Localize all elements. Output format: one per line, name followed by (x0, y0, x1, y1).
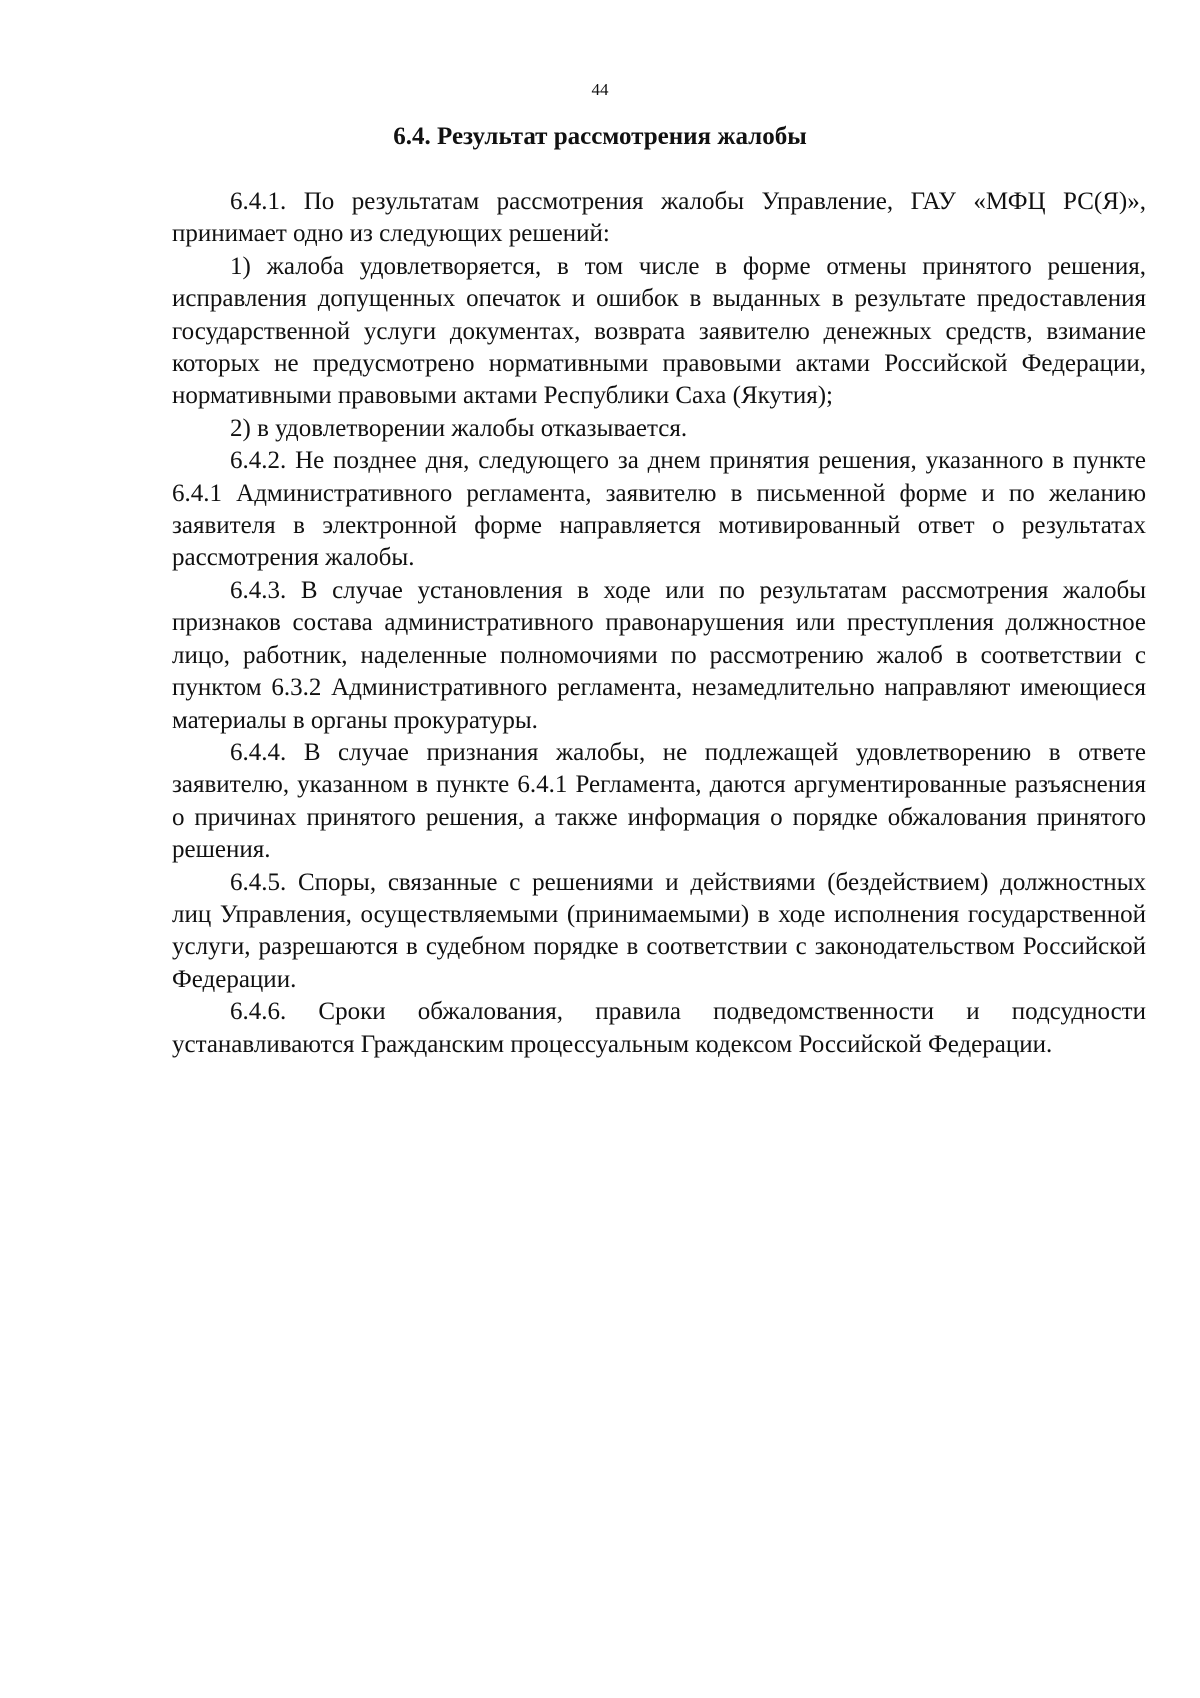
document-body (172, 186, 1146, 1061)
paragraph-6-4-1-item-1: 1) жалоба удовлетворяется, в том числе в форме отмены принятого решения, исправления допущенных опечаток и ошибок в выданных в результате предоставления государственной услуги документах, возврата заявителю денежных средств, взимание которых не предусмотрено нормативными правовыми актами Российской Федерации, нормативными правовыми актами Республики Саха (Якутия); (172, 252, 1146, 410)
paragraph-6-4-1: 6.4.1. По результатам рассмотрения жалобы Управление, ГАУ «МФЦ РС(Я)», принимает одно из следующих решений: (172, 188, 1146, 248)
paragraph-6-4-3: 6.4.3. В случае установления в ходе или по результатам рассмотрения жалобы признаков состава административного правонарушения или преступления должностное лицо, работник, наделенные полномочиями по рассмотрению жалоб в соответствии с пунктом 6.3.2 Административного регламента, незамедлительно направляют имеющиеся материалы в органы прокуратуры. (172, 576, 1146, 734)
paragraph-6-4-4: 6.4.4. В случае признания жалобы, не подлежащей удовлетворению в ответе заявителю, указанном в пункте 6.4.1 Регламента, даются аргументированные разъяснения о причинах принятого решения, а также информация о порядке обжалования принятого решения. (172, 738, 1146, 864)
section-title: 6.4. Результат рассмотрения жалобы (393, 123, 807, 150)
paragraph-6-4-1-item-2: 2) в удовлетворении жалобы отказывается. (230, 414, 688, 442)
paragraph-6-4-2: 6.4.2. Не позднее дня, следующего за днем принятия решения, указанного в пункте 6.4.1 Административного регламента, заявителю в письменной форме и по желанию заявителя в электронной форме направляется мотивированный ответ о результатах рассмотрения жалобы. (172, 447, 1146, 572)
paragraph-6-4-5: 6.4.5. Споры, связанные с решениями и действиями (бездействием) должностных лиц Управления, осуществляемыми (принимаемыми) в ходе исполнения государственной услуги, разрешаются в судебном порядке в соответствии с законодательством Российской Федерации. (172, 868, 1146, 993)
paragraph-6-4-6: 6.4.6. Сроки обжалования, правила подведомственности и подсудности устанавливаются Гражданским процессуальным кодексом Российской Федерации. (172, 998, 1146, 1058)
page-number: 44 (591, 80, 609, 99)
